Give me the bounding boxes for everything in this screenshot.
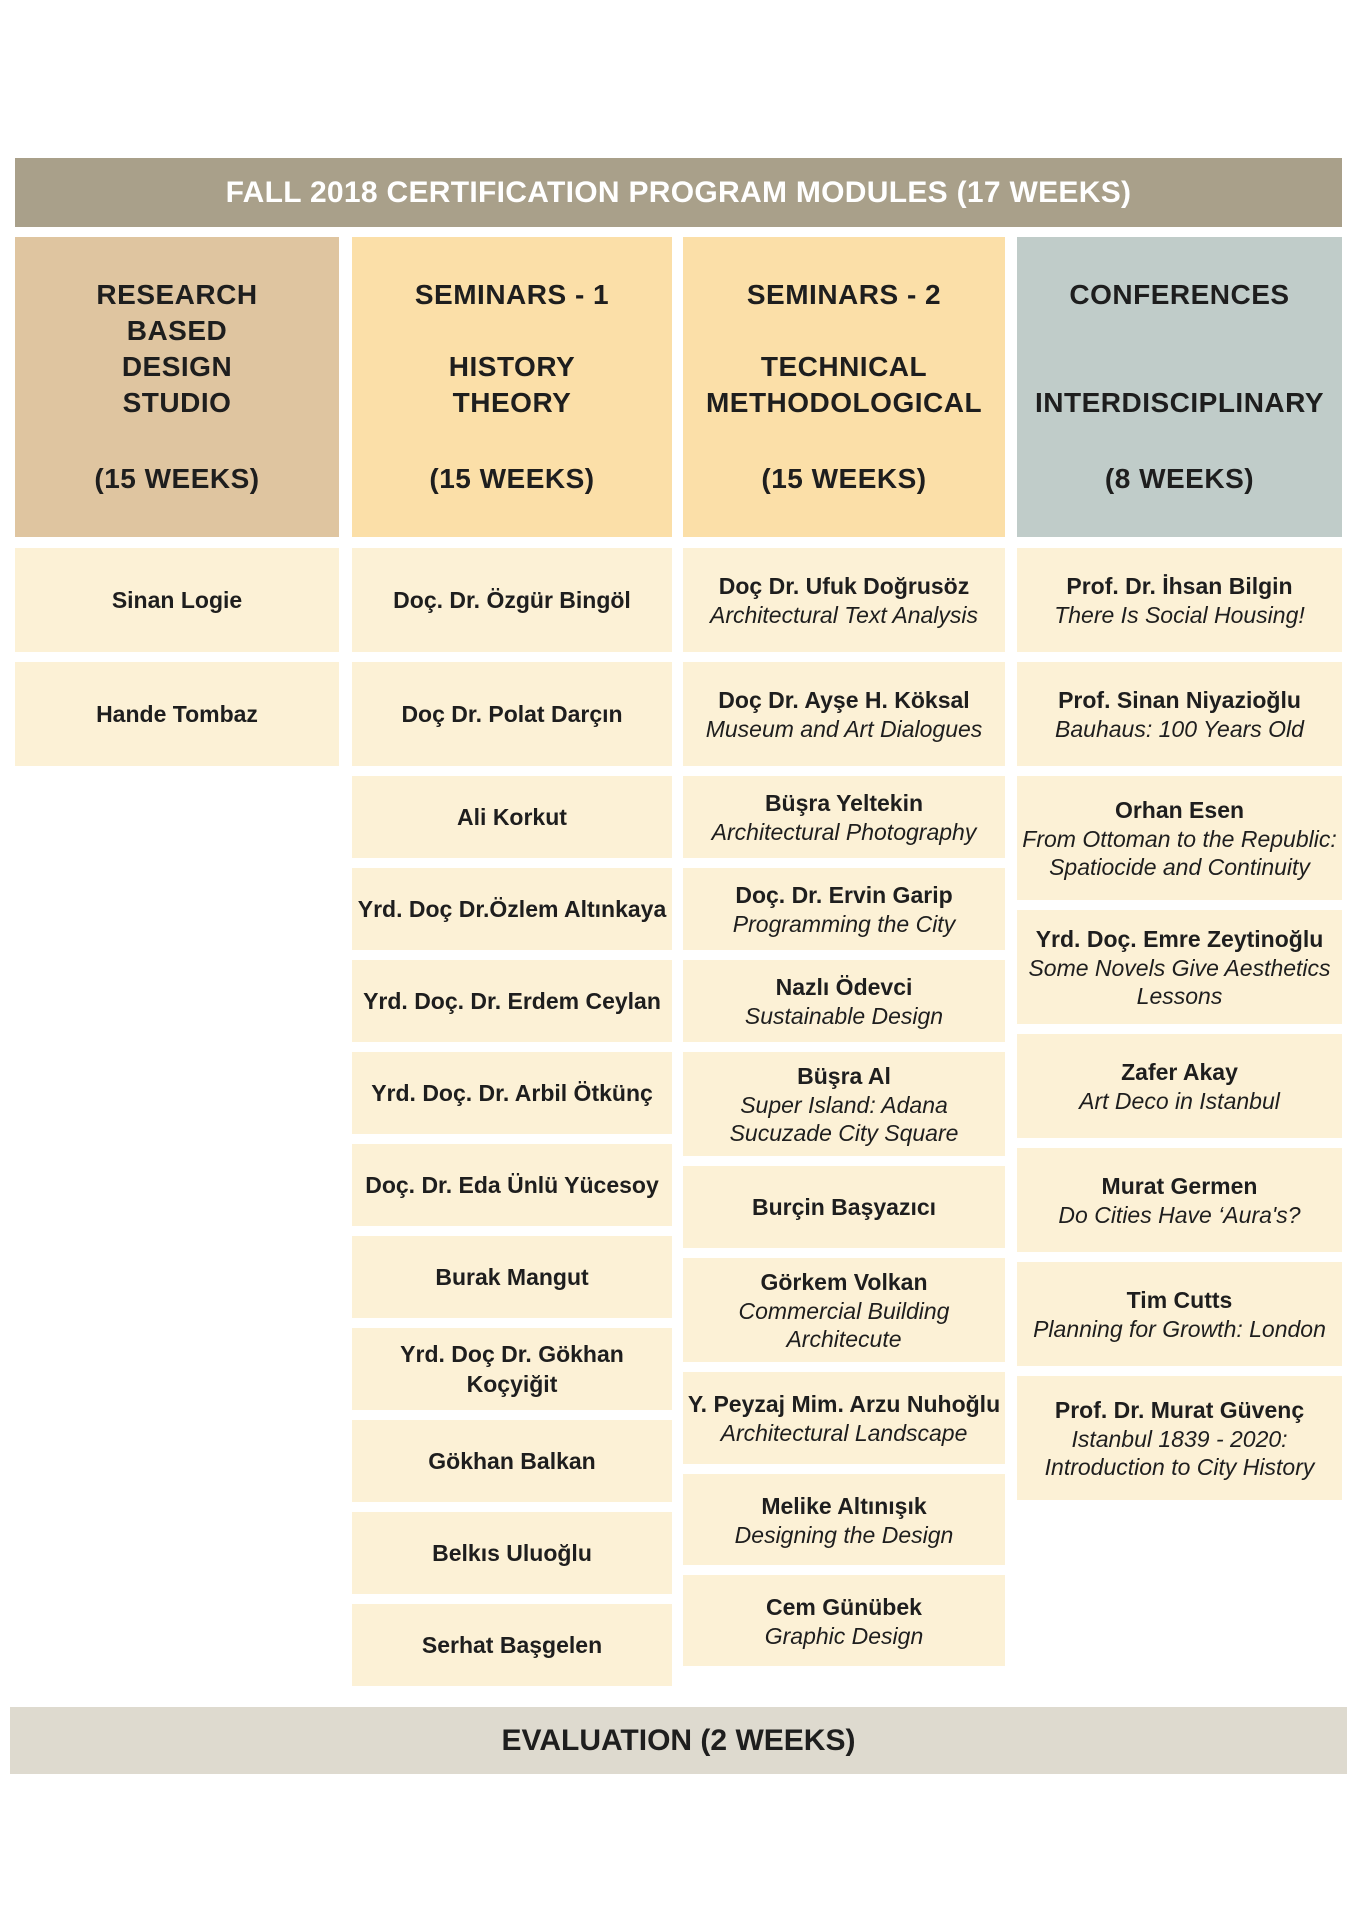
header-line: INTERDISCIPLINARY xyxy=(1034,387,1325,418)
lecturer-name: Yrd. Doç. Emre Zeytinoğlu xyxy=(1035,926,1324,952)
schedule-entry xyxy=(352,1328,672,1410)
entry-list xyxy=(683,548,1005,1666)
lecturer-name: Görkem Volkan xyxy=(760,1269,928,1295)
schedule-entry xyxy=(683,1052,1005,1156)
lecturer-name: Prof. Sinan Niyazioğlu xyxy=(1058,687,1301,713)
lecturer-name: Yrd. Doç Dr.Özlem Altınkaya xyxy=(357,896,667,922)
schedule-entry xyxy=(683,548,1005,652)
lecturer-name: Ali Korkut xyxy=(457,804,567,830)
header-line: SEMINARS - 2 xyxy=(746,279,942,310)
schedule-entry xyxy=(352,868,672,950)
header-line: THEORY xyxy=(452,387,572,418)
lecturer-name: Murat Germen xyxy=(1101,1173,1258,1199)
lecturer-name: Doç. Dr. Özgür Bingöl xyxy=(393,587,631,613)
schedule-entry xyxy=(683,662,1005,766)
header-weeks: (15 WEEKS) xyxy=(94,463,260,494)
header-line: HISTORY xyxy=(448,351,576,382)
schedule-entry xyxy=(15,548,339,652)
lecture-topic: Architectural Text Analysis xyxy=(709,602,978,628)
schedule-entry xyxy=(352,776,672,858)
lecturer-name: Orhan Esen xyxy=(1114,797,1245,823)
header-line: CONFERENCES xyxy=(1069,279,1290,310)
entry-list xyxy=(15,548,339,766)
lecture-topic: Architectural Photography xyxy=(711,819,977,845)
schedule-entry xyxy=(1017,548,1342,652)
column-research-design-studio xyxy=(15,237,339,776)
schedule-entry xyxy=(683,1372,1005,1464)
column-conferences xyxy=(1017,237,1342,1510)
lecturer-name: Serhat Başgelen xyxy=(421,1632,603,1658)
schedule-entry xyxy=(1017,1034,1342,1138)
column-header xyxy=(15,237,339,537)
schedule-entry xyxy=(683,868,1005,950)
schedule-entry xyxy=(1017,662,1342,766)
header-line: RESEARCH xyxy=(96,279,258,310)
schedule-entry xyxy=(683,960,1005,1042)
schedule-entry xyxy=(352,960,672,1042)
schedule-entry xyxy=(683,776,1005,858)
header-line: SEMINARS - 1 xyxy=(414,279,610,310)
lecture-topic: Designing the Design xyxy=(734,1521,954,1548)
lecture-topic: Istanbul 1839 - 2020: Introduction to City History xyxy=(1044,1426,1315,1480)
lecturer-name: Burçin Başyazıcı xyxy=(751,1194,937,1220)
schedule-entry xyxy=(1017,1148,1342,1252)
schedule-entry xyxy=(352,1052,672,1134)
column-seminars-1 xyxy=(352,237,672,1696)
lecture-topic: Do Cities Have ‘Aura's? xyxy=(1058,1202,1301,1228)
schedule-entry xyxy=(683,1258,1005,1362)
schedule-entry xyxy=(683,1166,1005,1248)
column-header xyxy=(1017,237,1342,537)
lecturer-name: Yrd. Doç Dr. Gökhan Koçyiğit xyxy=(400,1341,624,1397)
lecture-topic: Graphic Design xyxy=(764,1622,924,1649)
column-header xyxy=(683,237,1005,537)
lecturer-name: Sinan Logie xyxy=(111,587,243,613)
lecture-topic: From Ottoman to the Republic: Spatiocide and Continuity xyxy=(1022,826,1337,880)
program-title: FALL 2018 CERTIFICATION PROGRAM MODULES (17 WEEKS) xyxy=(15,158,1342,227)
entry-list xyxy=(352,548,672,1686)
lecturer-name: Burak Mangut xyxy=(435,1264,589,1290)
lecture-topic: Bauhaus: 100 Years Old xyxy=(1055,716,1304,742)
lecturer-name: Doç Dr. Ufuk Doğrusöz xyxy=(718,573,970,599)
schedule-entry xyxy=(1017,1262,1342,1366)
lecture-topic: Super Island: Adana Sucuzade City Square xyxy=(729,1092,959,1146)
lecturer-name: Doç. Dr. Eda Ünlü Yücesoy xyxy=(365,1172,659,1198)
schedule-entry xyxy=(1017,776,1342,900)
evaluation-bar: EVALUATION (2 WEEKS) xyxy=(10,1707,1347,1774)
lecturer-name: Büşra Al xyxy=(797,1063,891,1089)
header-line: TECHNICAL xyxy=(760,351,928,382)
header-weeks: (8 WEEKS) xyxy=(1104,463,1255,494)
lecturer-name: Doç. Dr. Ervin Garip xyxy=(735,882,953,908)
schedule-entry xyxy=(352,548,672,652)
header-line: METHODOLOGICAL xyxy=(705,387,983,418)
header-line: DESIGN xyxy=(121,351,233,382)
lecturer-name: Belkıs Uluoğlu xyxy=(432,1540,592,1566)
schedule-entry xyxy=(683,1575,1005,1666)
lecturer-name: Cem Günübek xyxy=(766,1593,922,1620)
lecturer-name: Doç Dr. Polat Darçın xyxy=(401,701,623,727)
entry-list xyxy=(1017,548,1342,1500)
header-weeks: (15 WEEKS) xyxy=(761,463,927,494)
lecture-topic: Commercial Building Architecute xyxy=(738,1298,950,1352)
schedule-entry xyxy=(352,1420,672,1502)
lecture-topic: Programming the City xyxy=(732,911,956,937)
lecturer-name: Tim Cutts xyxy=(1126,1287,1233,1313)
schedule-entry xyxy=(352,662,672,766)
lecture-topic: Sustainable Design xyxy=(744,1003,944,1029)
schedule-entry xyxy=(352,1236,672,1318)
header-line: BASED xyxy=(126,315,228,346)
lecturer-name: Yrd. Doç. Dr. Arbil Ötkünç xyxy=(371,1080,653,1106)
lecturer-name: Doç Dr. Ayşe H. Köksal xyxy=(718,687,970,713)
lecture-topic: There Is Social Housing! xyxy=(1054,602,1305,628)
column-header xyxy=(352,237,672,537)
lecture-topic: Museum and Art Dialogues xyxy=(705,716,983,742)
schedule-entry xyxy=(1017,910,1342,1024)
schedule-entry xyxy=(352,1512,672,1594)
schedule-entry xyxy=(683,1474,1005,1565)
schedule-entry xyxy=(352,1604,672,1686)
lecture-topic: Art Deco in Istanbul xyxy=(1079,1088,1280,1114)
schedule-entry xyxy=(352,1144,672,1226)
lecture-topic: Planning for Growth: London xyxy=(1033,1316,1326,1342)
lecturer-name: Prof. Dr. Murat Güvenç xyxy=(1054,1397,1305,1423)
lecturer-name: Hande Tombaz xyxy=(96,701,258,727)
lecturer-name: Prof. Dr. İhsan Bilgin xyxy=(1066,573,1293,599)
header-weeks: (15 WEEKS) xyxy=(429,463,595,494)
lecturer-name: Zafer Akay xyxy=(1121,1059,1238,1085)
lecturer-name: Y. Peyzaj Mim. Arzu Nuhoğlu xyxy=(687,1391,1001,1417)
column-seminars-2 xyxy=(683,237,1005,1676)
lecture-topic: Architectural Landscape xyxy=(720,1420,968,1446)
lecturer-name: Melike Altınışık xyxy=(761,1492,927,1519)
lecture-topic: Some Novels Give Aesthetics Lessons xyxy=(1028,955,1331,1009)
schedule-entry xyxy=(1017,1376,1342,1500)
header-line: STUDIO xyxy=(122,387,232,418)
lecturer-name: Yrd. Doç. Dr. Erdem Ceylan xyxy=(363,988,661,1014)
schedule-entry xyxy=(15,662,339,766)
lecturer-name: Büşra Yeltekin xyxy=(764,790,924,816)
lecturer-name: Gökhan Balkan xyxy=(428,1448,596,1474)
lecturer-name: Nazlı Ödevci xyxy=(775,974,913,1000)
